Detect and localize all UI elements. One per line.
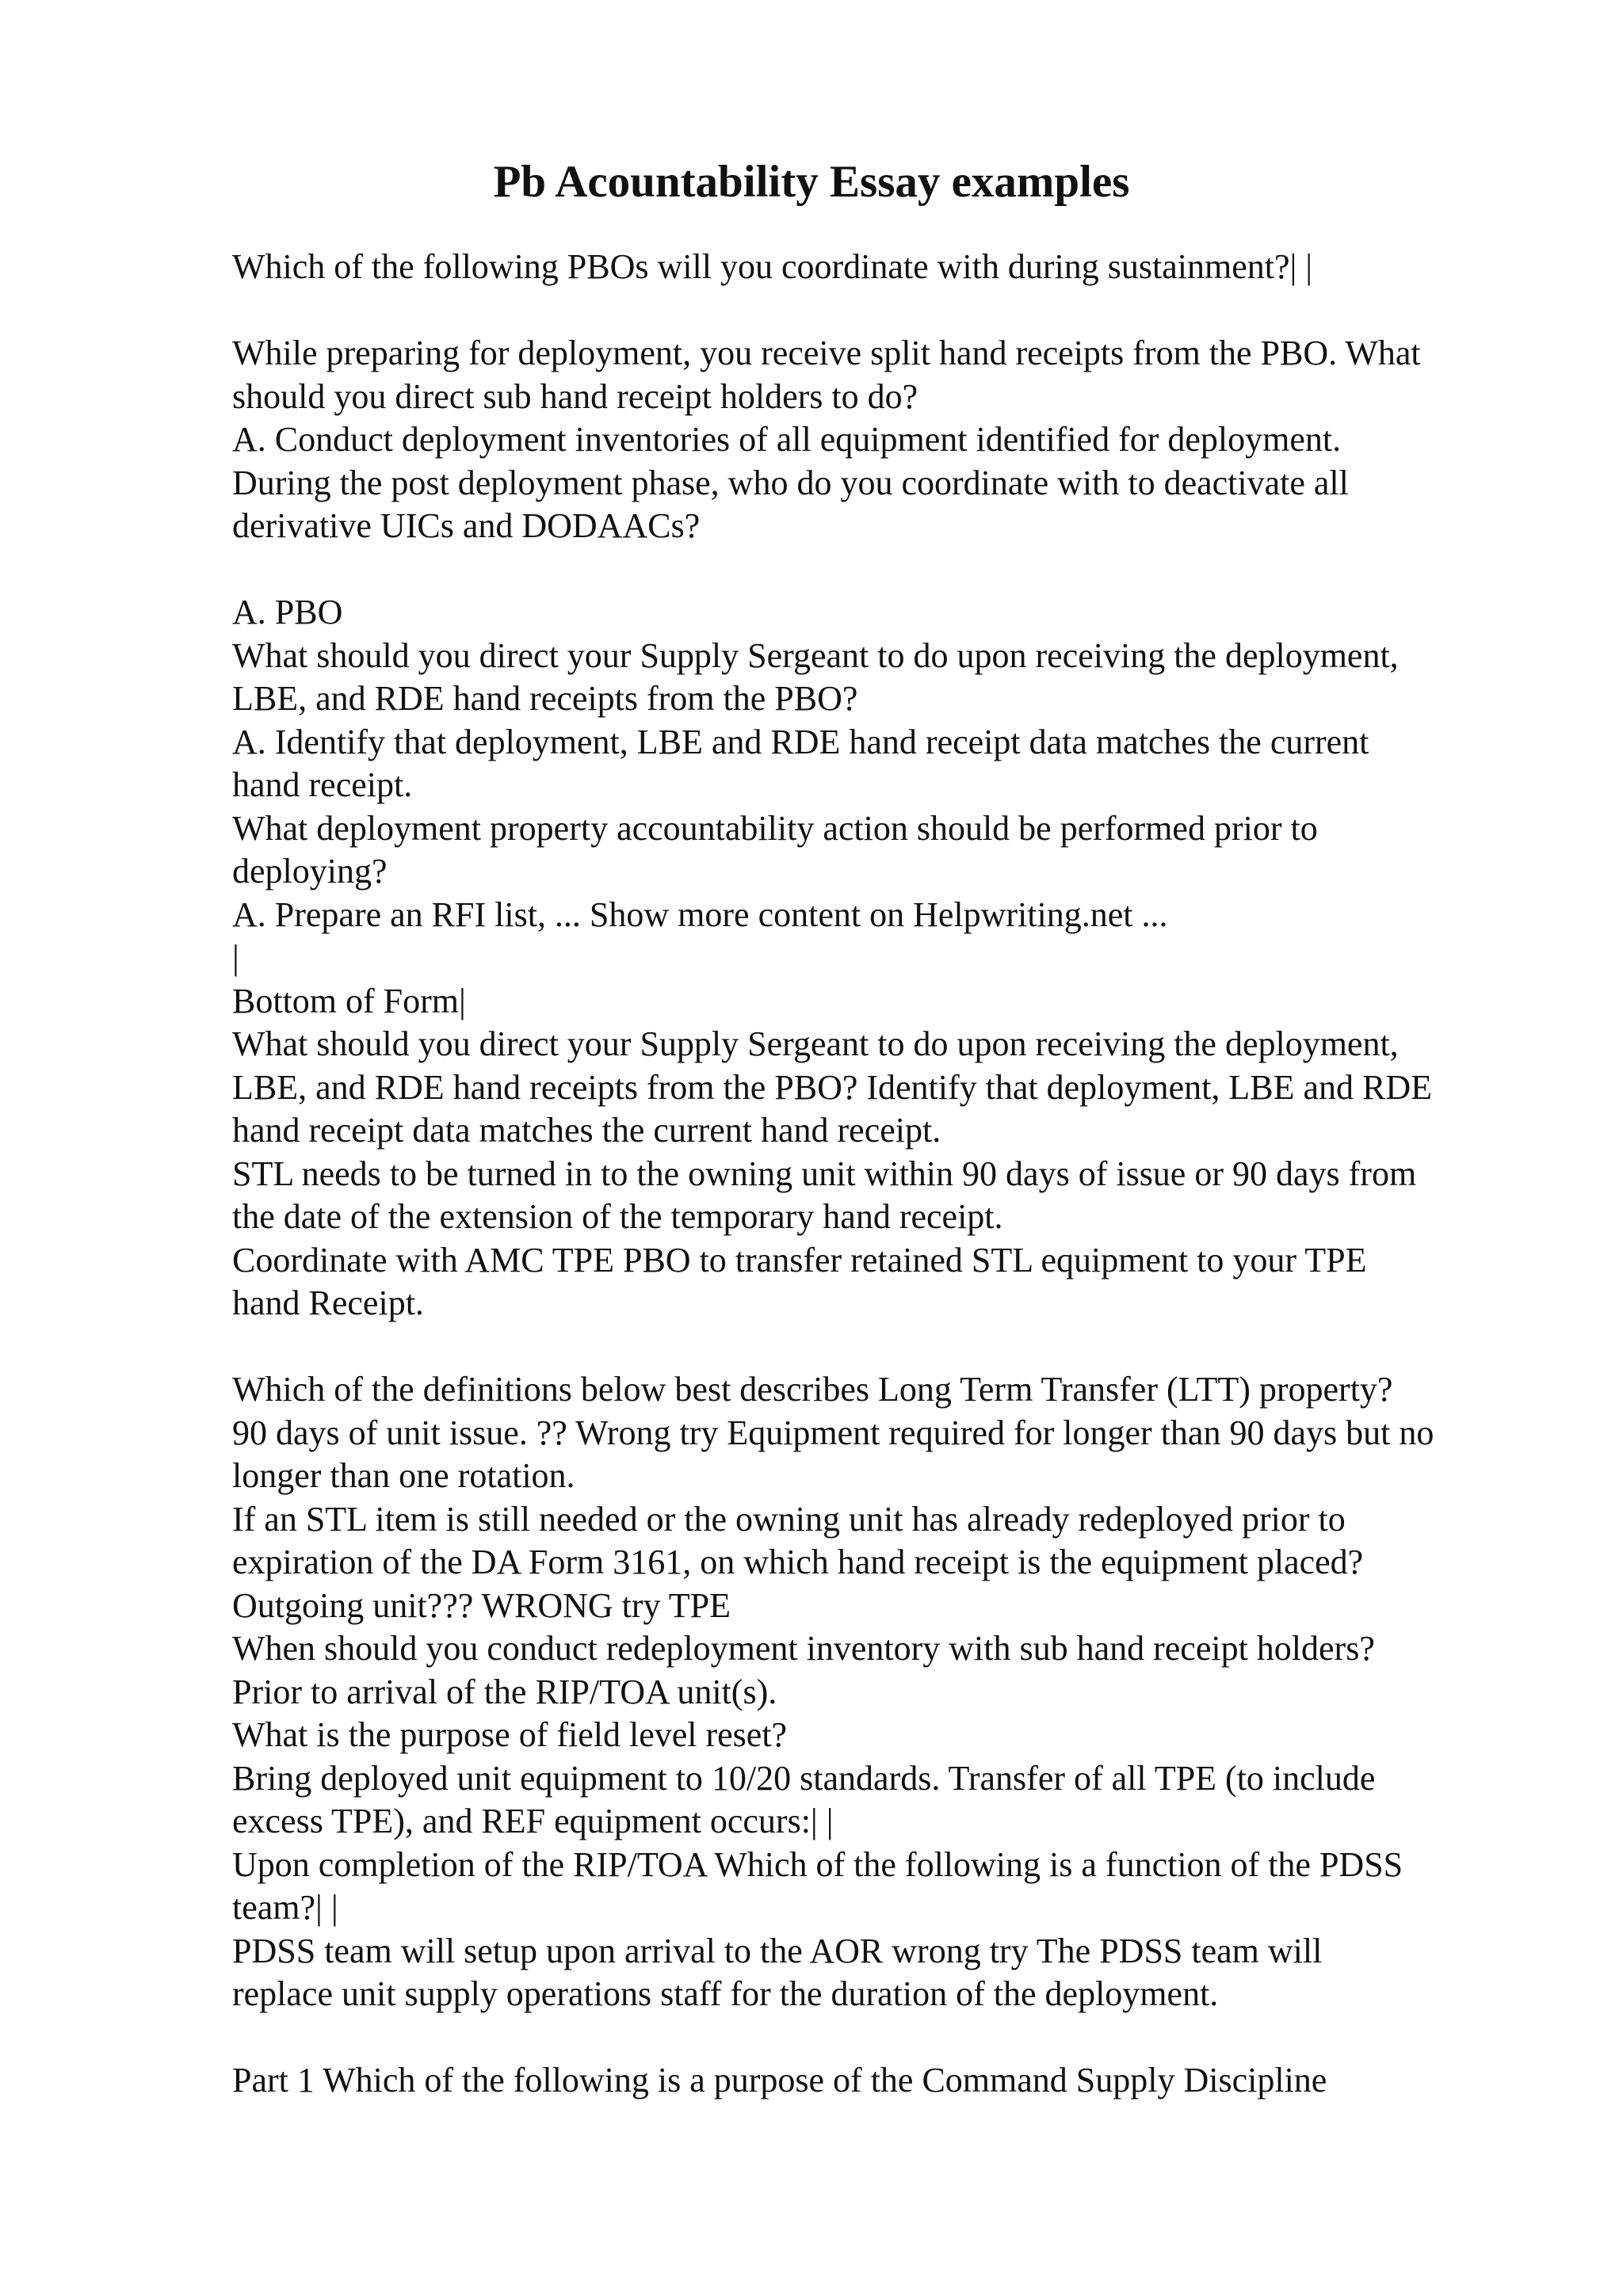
text-line: A. Prepare an RFI list, ... Show more content on Helpwriting.net ... [232, 894, 1168, 934]
text-line: should you direct sub hand receipt holders to do? [232, 376, 918, 416]
blank-line [232, 2016, 1532, 2060]
text-line: expiration of the DA Form 3161, on which hand receipt is the equipment placed? [232, 1543, 1364, 1581]
text-line: When should you conduct redeployment inventory with sub hand receipt holders? [232, 1629, 1375, 1668]
text-line: longer than one rotation. [232, 1456, 575, 1495]
text-line: Part 1 Which of the following is a purpose of the Command Supply Discipline [232, 2061, 1327, 2100]
text-line: excess TPE), and REF equipment occurs:| | [232, 1802, 834, 1840]
text-line: A. Conduct deployment inventories of all equipment identified for deployment. [232, 420, 1342, 459]
blank-line [232, 548, 1532, 592]
text-line: What should you direct your Supply Sergeant to do upon receiving the deployment, [232, 635, 1399, 675]
text-line: Coordinate with AMC TPE PBO to transfer retained STL equipment to your TPE [232, 1240, 1367, 1280]
text-line: Prior to arrival of the RIP/TOA unit(s). [232, 1672, 777, 1711]
text-line: PDSS team will setup upon arrival to the AOR wrong try The PDSS team will [232, 1931, 1323, 1970]
text-line: If an STL item is still needed or the owning unit has already redeployed prior to [232, 1499, 1346, 1539]
text-line: What is the purpose of field level reset? [232, 1715, 788, 1754]
text-line: Which of the following PBOs will you coordinate with during sustainment?| | [232, 247, 1313, 286]
text-line: A. PBO [232, 593, 343, 631]
text-line: What deployment property accountability action should be performed prior to [232, 808, 1318, 848]
text-line: Which of the definitions below best describes Long Term Transfer (LTT) property? [232, 1370, 1393, 1409]
text-line: LBE, and RDE hand receipts from the PBO? Identify that deployment, LBE and RDE [232, 1067, 1433, 1107]
text-line: hand receipt. [232, 765, 413, 804]
text-line: A. Identify that deployment, LBE and RDE hand receipt data matches the current [232, 722, 1369, 761]
text-line: Bottom of Form| [232, 981, 466, 1020]
text-line: | [232, 938, 239, 977]
text-line: deploying? [232, 852, 388, 891]
text-line: the date of the extension of the temporary hand receipt. [232, 1197, 1003, 1236]
text-line: LBE, and RDE hand receipts from the PBO? [232, 679, 858, 718]
page-title: Pb Acountability Essay examples [493, 157, 1130, 207]
document-body [232, 246, 1532, 2103]
text-line: 90 days of unit issue. ?? Wrong try Equipment required for longer than 90 days but no [232, 1413, 1434, 1452]
text-line: While preparing for deployment, you receive split hand receipts from the PBO. What [232, 334, 1421, 372]
text-line: Bring deployed unit equipment to 10/20 standards. Transfer of all TPE (to include [232, 1758, 1376, 1798]
text-line: STL needs to be turned in to the owning unit within 90 days of issue or 90 days from [232, 1154, 1417, 1193]
text-line: Upon completion of the RIP/TOA Which of the following is a function of the PDSS [232, 1844, 1403, 1884]
text-line: derivative UICs and DODAACs? [232, 506, 701, 545]
text-line: hand receipt data matches the current hand receipt. [232, 1111, 941, 1150]
text-line: What should you direct your Supply Sergeant to do upon receiving the deployment, [232, 1024, 1399, 1063]
text-line: team?| | [232, 1888, 338, 1927]
blank-line [232, 289, 1532, 333]
text-line: replace unit supply operations staff for the duration of the deployment. [232, 1974, 1219, 2013]
text-line: During the post deployment phase, who do you coordinate with to deactivate all [232, 463, 1349, 502]
text-line: Outgoing unit??? WRONG try TPE [232, 1585, 731, 1625]
text-line: hand Receipt. [232, 1283, 424, 1322]
blank-line [232, 1325, 1532, 1369]
